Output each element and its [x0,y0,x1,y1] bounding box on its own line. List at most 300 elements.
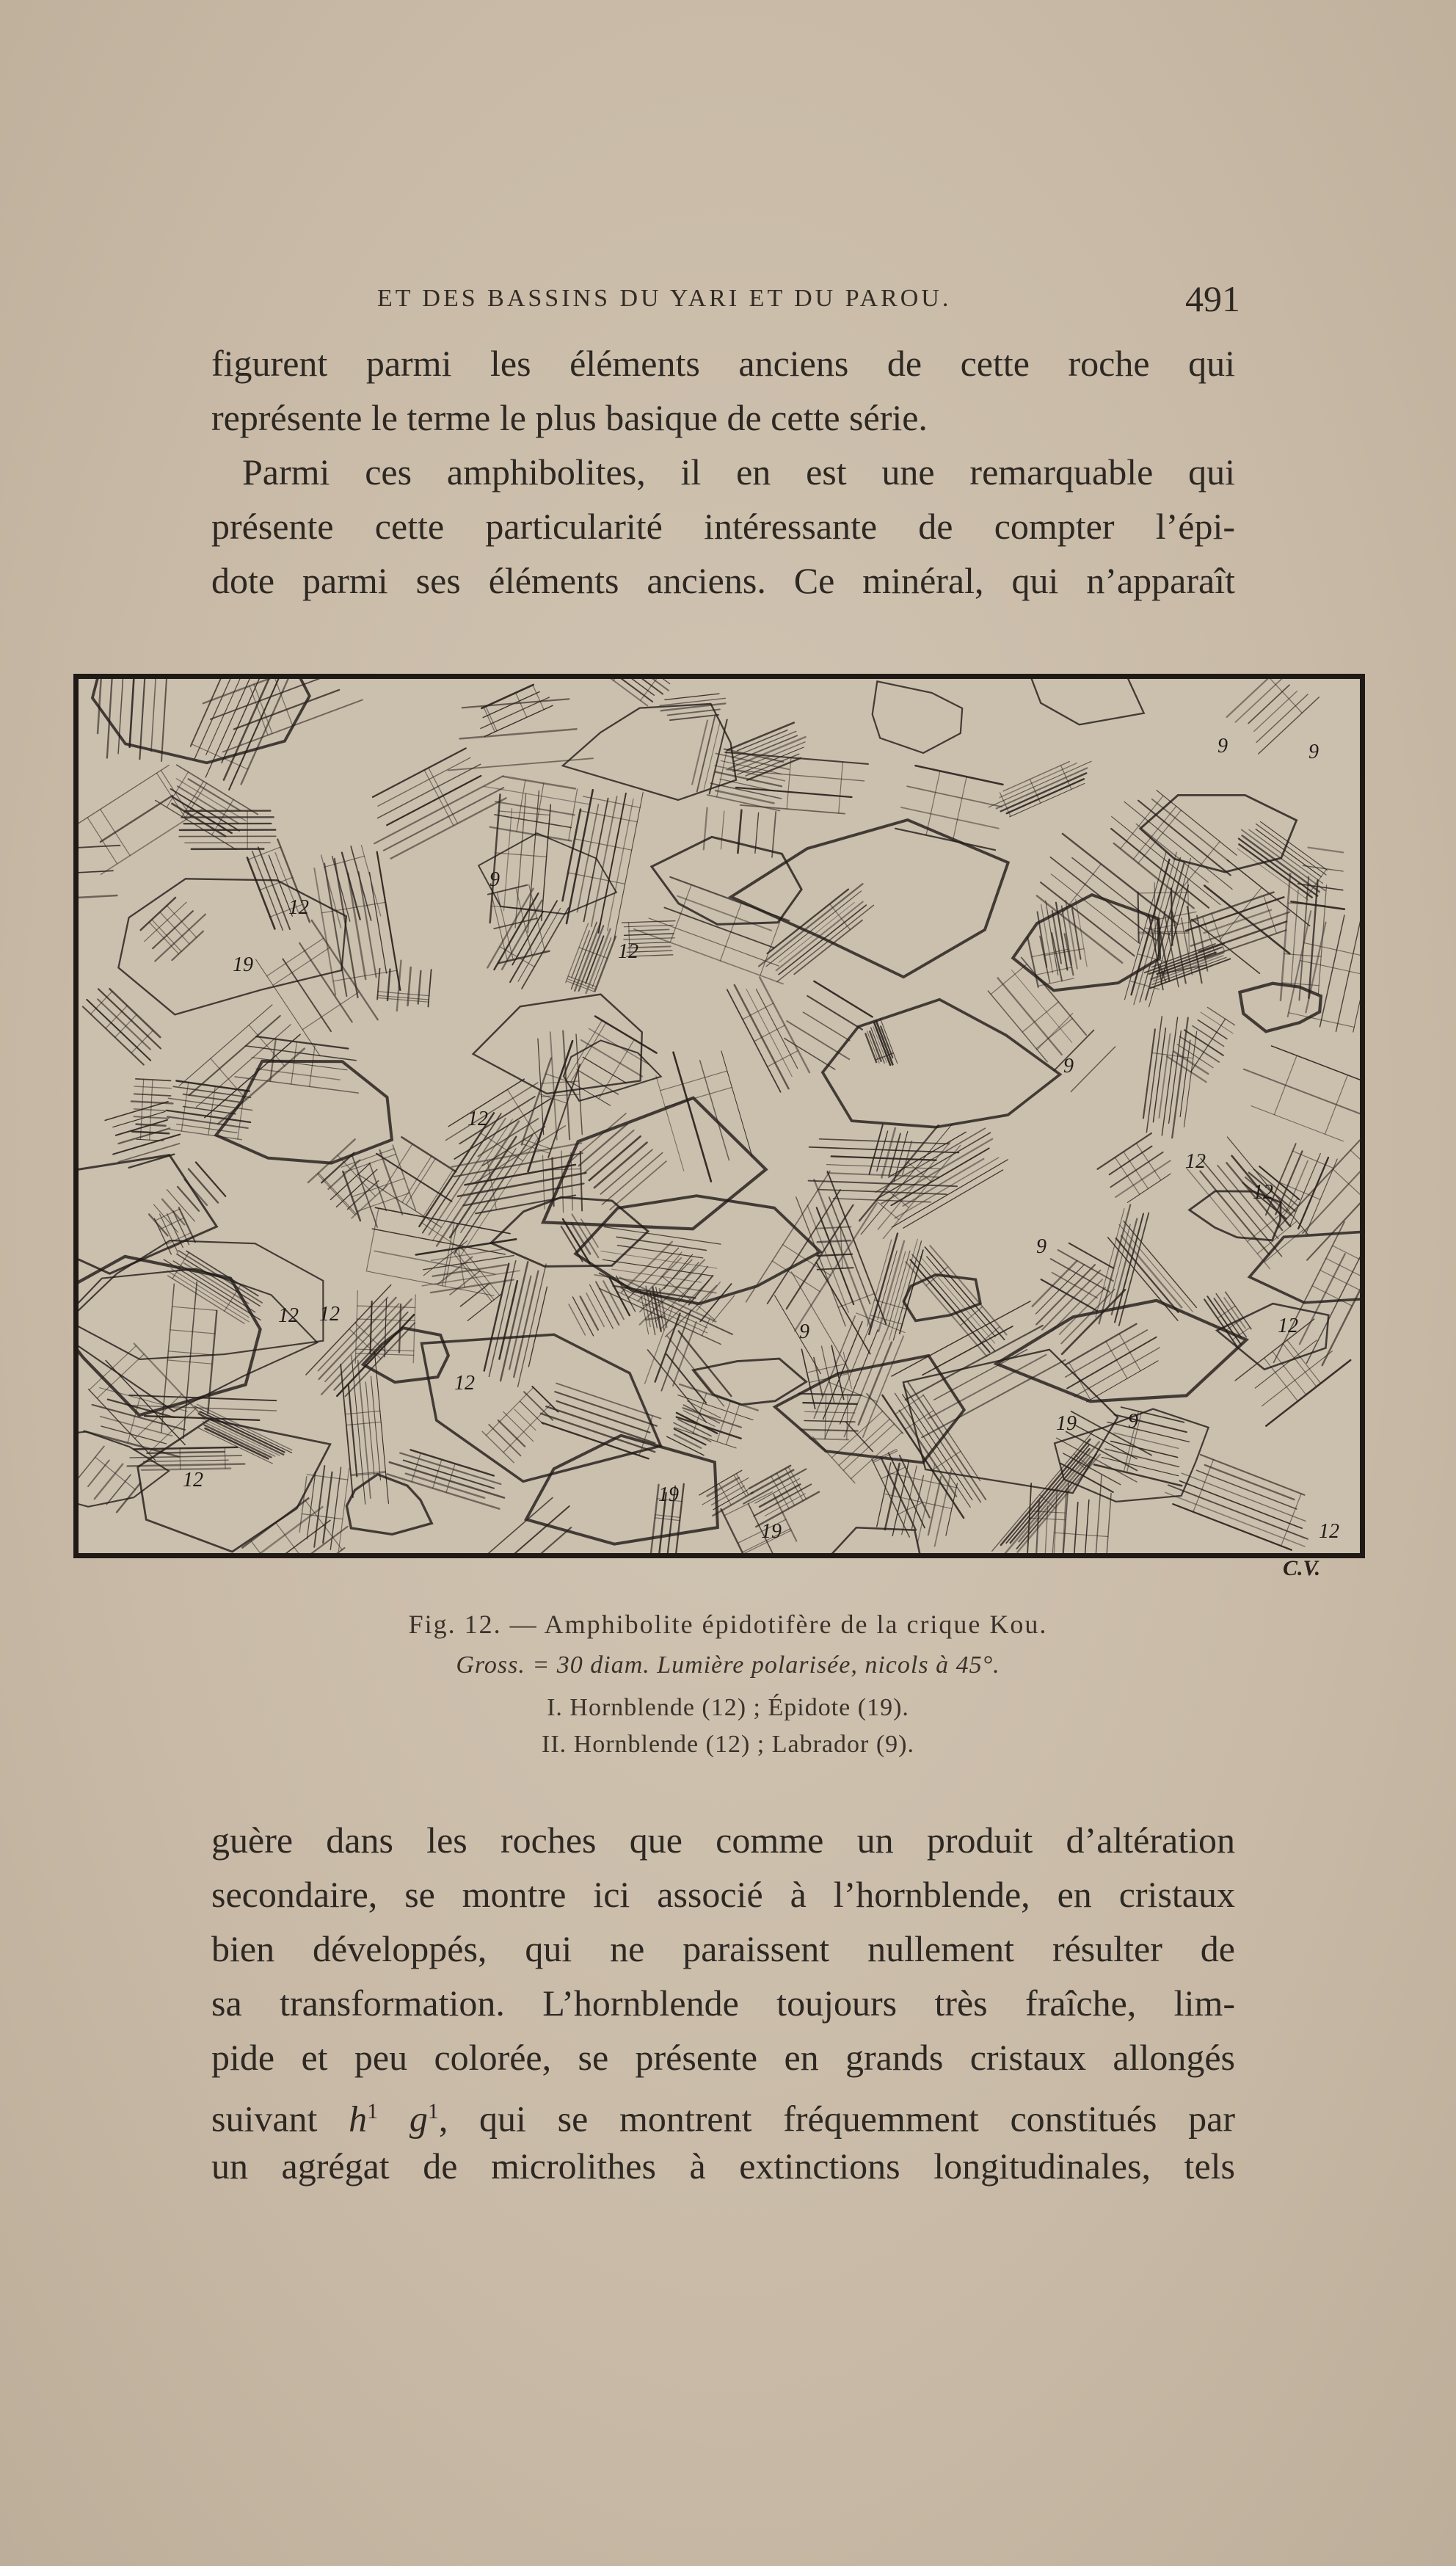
hatch-stroke [660,1289,667,1327]
crystal-outline [575,1196,820,1304]
cleavage-stroke [839,762,843,813]
cleavage-stroke [486,706,497,730]
mineral-label: 12 [467,1108,488,1130]
hatch-stroke [464,1184,584,1206]
cleavage-stroke [95,1457,135,1489]
cleavage-stroke [533,685,544,709]
crystal-outline [216,1061,392,1163]
hatch-stroke [1105,1449,1179,1466]
hatch-stroke [378,757,470,806]
hatch-stroke [1042,1271,1100,1330]
hatch-stroke [247,1507,322,1553]
cleavage-stroke [523,1139,551,1149]
cleavage-stroke [424,770,454,826]
crystal-outline [118,879,346,1014]
hatch-stroke [200,1417,280,1455]
hatch-stroke [1157,790,1237,856]
hatch-stroke [323,1472,332,1543]
hatch-stroke [1051,1259,1110,1292]
mineral-label: 9 [489,868,500,891]
hatch-stroke [134,1116,169,1119]
hatch-stroke [189,1016,280,1095]
hatch-stroke [599,793,626,933]
hatch-stroke [429,1119,505,1235]
cleavage-stroke [1281,1494,1302,1546]
hatch-stroke [1249,830,1323,884]
hatch-stroke [889,1239,918,1340]
hatch-stroke [779,902,854,962]
hatch-stroke [814,981,872,1017]
hatch-stroke [725,752,868,764]
hatch-stroke [1022,957,1086,1035]
hatch-stroke [179,1005,272,1086]
hatch-stroke [614,793,644,940]
cleavage-stroke [726,1404,739,1444]
hatch-stroke [859,1342,892,1425]
cleavage-stroke [1320,1271,1360,1290]
hatch-stroke [1303,865,1343,871]
hatch-stroke [674,1053,711,1182]
page-number: 491 [1185,278,1240,319]
cleavage-stroke [1350,1150,1360,1180]
cleavage-stroke [503,1405,550,1453]
mineral-label: 12 [1185,1150,1206,1173]
hatch-stroke [1110,1152,1162,1188]
hatch-stroke [1033,1261,1077,1306]
hatch-stroke [546,1406,655,1443]
cleavage-stroke [932,1451,961,1470]
hatch-stroke [1058,1250,1113,1281]
hatch-stroke [128,1464,244,1466]
hatch-stroke [1197,1470,1297,1509]
hatch-stroke [359,872,376,977]
text-fragment: suivant [211,2098,349,2140]
hatch-stroke [867,1031,880,1064]
hatch-stroke [674,1435,702,1448]
hatch-stroke [878,1251,898,1320]
hatch-stroke [514,1409,536,1431]
hatch-stroke [889,1251,910,1326]
hatch-stroke [79,1446,104,1484]
cleavage-stroke [378,995,429,1000]
mineral-label: 9 [1063,1055,1074,1077]
hatch-stroke [520,1401,544,1424]
text-line: représente le terme le plus basique de cette série. [211,397,928,438]
hatch-stroke [592,938,611,987]
hatch-stroke [580,1296,598,1329]
hatch-stroke [894,1132,907,1182]
mineral-label: 12 [1319,1520,1339,1543]
hatch-stroke [1041,1279,1097,1311]
figure-engraving [73,674,1365,1558]
hatch-stroke [484,1527,571,1553]
hatch-stroke [925,1247,1004,1340]
hatch-stroke [1071,1502,1078,1553]
cleavage-stroke [831,1411,882,1458]
mineral-label: 12 [319,1303,340,1326]
hatch-stroke [1244,1069,1360,1119]
hatch-stroke [891,1148,989,1205]
hatch-stroke [1119,1224,1193,1312]
cleavage-stroke [302,992,359,1030]
hatch-stroke [283,959,331,1032]
cleavage-stroke [1030,779,1041,803]
hatch-stroke [183,1282,197,1439]
crystal-outline [903,1350,1118,1493]
hatch-stroke [916,766,1003,785]
hatch-stroke [555,1392,657,1426]
hatch-stroke [594,1143,647,1188]
hatch-stroke [167,1190,194,1221]
hatch-stroke [408,967,411,1006]
cleavage-stroke [1289,1013,1355,1028]
hatch-stroke [1087,1361,1159,1402]
hatch-stroke [1159,1034,1170,1118]
cleavage-stroke [583,796,641,807]
hatch-stroke [374,1251,495,1274]
cleavage-stroke [167,906,196,937]
hatch-stroke [1061,1290,1115,1344]
mineral-label: 19 [658,1483,679,1506]
hatch-stroke [460,1138,538,1257]
notation-superscript: 1 [367,2099,379,2123]
text-line: sa transformation. L’hornblende toujours très fraîche, lim- [211,1982,1235,2024]
hatch-stroke [371,1376,381,1480]
hatch-stroke [735,985,789,1088]
text-line-with-notation [211,2085,1235,2139]
hatch-stroke [704,808,707,850]
hatch-stroke [504,809,512,911]
hatch-stroke [355,1291,357,1364]
hatch-stroke [775,1295,821,1374]
cleavage-stroke [1325,1075,1348,1135]
hatch-stroke [577,1069,618,1094]
hatch-stroke [373,749,466,797]
hatch-stroke [393,1145,415,1210]
cleavage-stroke [366,1208,379,1271]
crystal-outline [563,704,736,800]
hatch-stroke [907,786,1002,807]
hatch-stroke [1111,1442,1178,1458]
hatch-stroke [586,1293,604,1327]
hatch-stroke [844,1323,889,1436]
hatch-stroke [1069,1243,1113,1268]
hatch-stroke [134,1094,171,1096]
figure-caption-magnification: Gross. = 30 diam. Lumière polarisée, nicols à 45°. [456,1651,1000,1679]
hatch-stroke [759,884,862,966]
mineral-label: 9 [1036,1235,1046,1258]
hatch-stroke [377,852,401,990]
hatch-stroke [371,1301,372,1353]
hatch-stroke [256,1069,340,1080]
cleavage-stroke [508,1089,540,1141]
hatch-stroke [901,807,999,829]
cleavage-stroke [898,1502,922,1514]
cleavage-stroke [1264,1229,1304,1262]
hatch-stroke [583,1057,626,1083]
cleavage-stroke [926,771,940,835]
hatch-stroke [1169,1031,1182,1124]
cleavage-stroke [991,964,1027,995]
text-line: figurent parmi les éléments anciens de cette roche qui [211,343,1235,384]
hatch-stroke [229,679,288,790]
hatch-stroke [132,1132,169,1134]
hatch-stroke [167,1111,250,1122]
hatch-stroke [79,895,117,898]
hatch-stroke [172,804,225,836]
cleavage-stroke [1061,766,1071,790]
notation-g: g [409,2098,428,2140]
cleavage-stroke [825,1395,826,1439]
hatch-stroke [151,679,159,752]
cleavage-stroke [101,810,131,856]
hatch-stroke [777,905,874,981]
mineral-label: 12 [288,896,309,919]
hatch-stroke [199,1428,273,1464]
hatch-stroke [1153,1028,1165,1122]
cleavage-stroke [149,922,178,953]
cleavage-stroke [1193,1460,1214,1512]
hatch-stroke [600,1149,652,1194]
hatch-stroke [510,901,557,982]
hatch-stroke [579,1124,627,1166]
bottom-paragraph [211,1813,1235,2193]
hatch-stroke [1173,1504,1292,1550]
mineral-label: 12 [1253,1181,1273,1204]
hatch-stroke [803,1012,850,1041]
hatch-stroke [1143,1029,1155,1118]
hatch-stroke [1290,1154,1321,1226]
hatch-stroke [141,898,176,930]
cleavage-stroke [847,1395,848,1439]
hatch-stroke [1011,1449,1090,1543]
cleavage-stroke [760,917,782,975]
crystal-outline [473,995,642,1094]
hatch-stroke [1191,893,1274,921]
cleavage-stroke [655,1515,680,1518]
mineral-label: 12 [183,1469,203,1491]
hatch-stroke [196,1163,225,1196]
hatch-stroke [721,1509,753,1553]
hatch-stroke [450,1271,480,1295]
mineral-label: 9 [1217,735,1228,757]
cleavage-stroke [720,903,741,961]
hatch-stroke [370,872,387,973]
hatch-stroke [532,1386,558,1412]
hatch-stroke [622,921,675,923]
cleavage-stroke [180,1448,181,1469]
hatch-stroke [677,896,771,931]
cleavage-stroke [324,856,365,867]
hatch-stroke [912,1254,995,1351]
hatch-stroke [1138,893,1139,942]
hatch-stroke [79,846,120,848]
artist-signature: C.V. [1283,1556,1321,1580]
cleavage-stroke [160,912,189,944]
hatch-stroke [721,811,724,849]
cleavage-stroke [1035,967,1071,975]
hatch-stroke [1262,1351,1332,1406]
hatch-stroke [378,764,481,818]
hatch-stroke [1201,1012,1233,1033]
hatch-stroke [134,1086,171,1088]
hatch-stroke [352,1156,377,1227]
hatch-stroke [1006,1445,1089,1544]
cleavage-stroke [568,873,625,884]
hatch-stroke [170,1130,242,1140]
hatch-stroke [1072,909,1081,959]
hatch-stroke [514,1271,538,1377]
mineral-label: 19 [761,1520,782,1543]
cleavage-stroke [377,997,429,1002]
hatch-stroke [252,851,283,931]
hatch-stroke [557,1401,650,1433]
cleavage-stroke [516,693,527,717]
text-line: dote parmi ses éléments anciens. Ce minéral, qui n’apparaît [211,560,1235,601]
hatch-stroke [605,1227,721,1245]
hatch-stroke [465,1165,575,1185]
hatch-stroke [95,1464,123,1500]
hatch-stroke [807,996,862,1030]
text-line: un agrégat de microlithes à extinctions longitudinales, tels [211,2145,1235,2187]
hatch-stroke [1298,1157,1328,1229]
hatch-stroke [1121,1236,1182,1308]
hatch-stroke [889,1133,900,1175]
hatch-stroke [1251,1106,1344,1141]
hatch-stroke [1001,1439,1091,1545]
hatch-stroke [143,1460,228,1461]
hatch-stroke [203,1422,274,1456]
hatch-stroke [670,715,718,720]
hatch-stroke [881,1128,895,1178]
hatch-stroke [391,798,506,858]
hatch-stroke [1107,1422,1190,1442]
hatch-stroke [324,864,346,997]
hatch-stroke [1173,1051,1208,1074]
hatch-stroke [1071,1047,1115,1091]
cleavage-stroke [406,1159,435,1205]
hatch-stroke [1239,844,1311,897]
hatch-stroke [575,923,600,991]
cleavage-stroke [1283,1343,1317,1386]
hatch-stroke [1066,901,1077,969]
crystal-outline [92,679,310,763]
hatch-stroke [989,761,1091,807]
mineral-label: 9 [1308,741,1319,763]
cleavage-stroke [484,708,495,733]
text-line: présente cette particularité intéressante de compter l’épi- [211,506,1235,547]
cleavage-stroke [1274,1055,1297,1115]
hatch-stroke [840,1330,878,1424]
cleavage-stroke [1022,1002,1058,1032]
mineral-label: 12 [618,940,638,963]
hatch-stroke [1094,1464,1182,1486]
hatch-stroke [118,1128,170,1144]
mineral-label: 12 [454,1372,475,1395]
hatch-stroke [172,796,231,833]
cleavage-stroke [1269,679,1302,713]
figure-caption-title: Fig. 12. — Amphibolite épidotifère de la crique Kou. [408,1610,1048,1639]
mineral-label: 9 [799,1320,809,1343]
hatch-stroke [906,1326,1043,1400]
hatch-stroke [751,1470,793,1494]
hatch-stroke [428,970,431,1007]
crystal-outline [829,1527,922,1553]
hatch-stroke [130,679,137,747]
hatch-stroke [167,1116,248,1128]
hatch-stroke [79,766,169,826]
hatch-stroke [556,1384,660,1419]
cleavage-stroke [87,818,117,864]
micrograph-illustration [79,679,1360,1553]
hatch-stroke [1054,1031,1093,1071]
hatch-stroke [895,829,995,850]
hatch-stroke [895,1157,999,1218]
hatch-stroke [1199,922,1287,952]
hatch-stroke [335,859,358,997]
hatch-stroke [1005,1442,1099,1554]
hatch-stroke [1114,843,1194,908]
hatch-stroke [749,1466,791,1489]
hatch-stroke [1242,836,1320,892]
hatch-stroke [332,857,350,922]
cleavage-stroke [349,1329,381,1359]
hatch-stroke [1102,1457,1179,1475]
cleavage-stroke [670,884,691,942]
hatch-stroke [1201,1455,1305,1495]
hatch-stroke [1308,848,1344,853]
hatch-stroke [665,694,719,699]
hatch-stroke [542,804,551,920]
hatch-stroke [634,929,783,984]
hatch-stroke [495,815,571,828]
hatch-stroke [550,1032,557,1140]
hatch-stroke [610,679,647,706]
hatch-stroke [161,679,170,761]
figure-caption-legend-2: II. Hornblende (12) ; Labrador (9). [542,1731,914,1758]
hatch-stroke [1091,1475,1102,1554]
hatch-stroke [1035,1265,1084,1315]
text-line: bien développés, qui ne paraissent nullement résulter de [211,1928,1235,1969]
crystal-outline [873,681,963,753]
cleavage-stroke [378,992,429,996]
crystal-outline [79,1240,323,1359]
hatch-stroke [134,1447,238,1450]
hatch-stroke [446,1083,538,1141]
hatch-stroke [380,1150,403,1214]
hatch-stroke [136,1079,171,1081]
hatch-stroke [1110,1146,1152,1175]
hatch-stroke [765,1494,805,1516]
hatch-stroke [692,720,707,784]
hatch-stroke [460,729,577,738]
cleavage-stroke [953,777,967,840]
mineral-label: 19 [1056,1412,1077,1435]
hatch-stroke [992,1430,1095,1552]
hatch-stroke [1074,1348,1160,1397]
hatch-stroke [580,1152,582,1211]
hatch-stroke [503,777,575,789]
hatch-stroke [1003,762,1069,791]
hatch-stroke [903,1170,1003,1228]
cleavage-stroke [152,920,181,951]
hatch-stroke [746,1171,831,1301]
hatch-stroke [1040,936,1050,983]
cleavage-stroke [1054,1533,1108,1536]
hatch-stroke [595,1017,657,1053]
hatch-stroke [1052,1279,1103,1331]
hatch-stroke [189,1169,218,1203]
